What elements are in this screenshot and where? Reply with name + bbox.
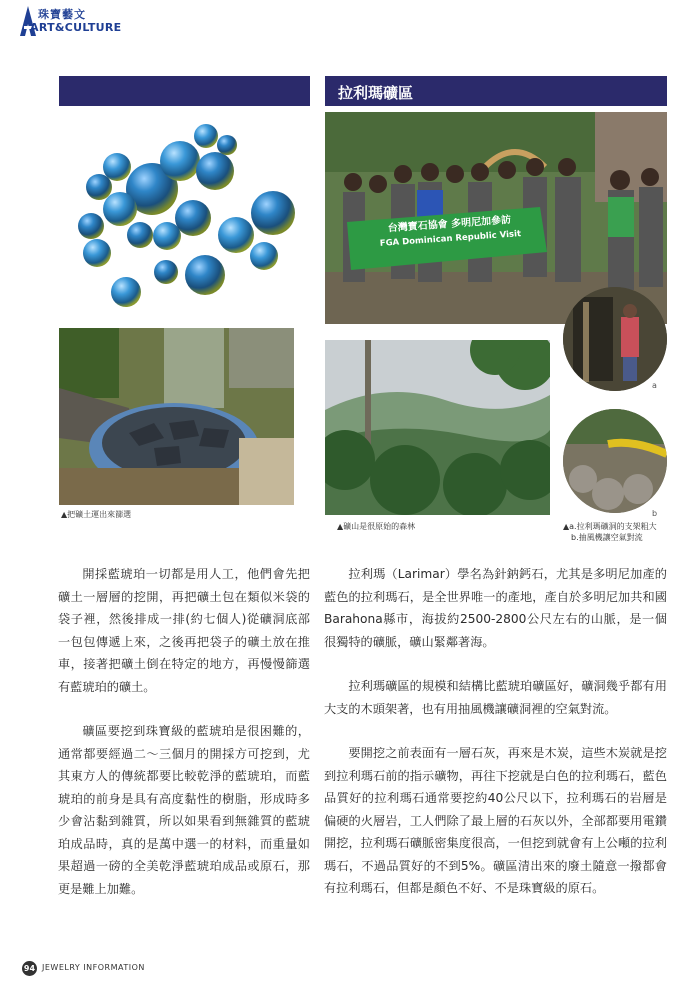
photo-label-b: b (652, 509, 658, 518)
right-paragraph-1: 拉利瑪（Larimar）學名為針鈉鈣石，尤其是多明尼加產的藍色的拉利瑪石，是全世界唯一的產地，產自於多明尼加共和國Barahona縣市，海拔約2500-2800公尺左右的山脈，是一個很獨特的礦脈，礦山緊鄰著海。 (324, 567, 667, 649)
left-column (58, 563, 310, 900)
mountain-forest-photo (325, 340, 550, 515)
section-bar-left (59, 76, 310, 106)
page-number: 94 (22, 961, 37, 976)
left-paragraph-1: 開採藍琥珀一切都是用人工，他們會先把礦土一層層的挖開，再把礦土包在類似米袋的袋子裡，然後排成一排(約七個人)從礦洞底部一包包傳遞上來，之後再把袋子的礦土放在推車，接著把礦土倒在特定的地方，再慢慢篩選有藍琥珀的礦土。 (58, 567, 310, 694)
logo-title-english: ART&CULTURE (30, 21, 122, 34)
logo-title-chinese: 珠寶藝文 (38, 8, 86, 21)
ventilation-fan-photo (563, 409, 667, 513)
blue-amber-spheres-photo (59, 112, 310, 320)
wheelbarrow-ore-photo (59, 328, 294, 505)
caption-wheelbarrow: ▲把礦土運出來篩選 (61, 510, 132, 519)
right-column (324, 563, 667, 900)
banner-text-chinese: 台灣寶石協會 多明尼加參訪 (387, 214, 512, 235)
banner-text-english: FGA Dominican Republic Visit (379, 229, 522, 249)
left-paragraph-2: 礦區要挖到珠寶級的藍琥珀是很困難的，通常都要經過二～三個月的開採方可挖到，尤其東方人的傳統都要比較乾淨的藍琥珀，而藍琥珀的前身是具有高度黏性的樹脂，形成時多少會沾黏到雜質，所以如果看到無雜質的藍琥珀成品時，真的是萬中選一的材料，而重量如果超過一磅的全美乾淨藍琥珀成品或原石，那更是難上加難。 (58, 724, 310, 896)
caption-tunnel-line2: b.抽風機讓空氣對流 (571, 533, 643, 542)
caption-tunnel-line1: ▲a.拉利瑪礦洞的支架粗大 (563, 522, 657, 531)
larimar-mine-tunnel-photo (563, 287, 667, 391)
section-title: 拉利瑪礦區 (338, 84, 414, 102)
publication-name: JEWELRY INFORMATION (42, 963, 145, 972)
right-paragraph-2: 拉利瑪礦區的規模和結構比藍琥珀礦區好，礦洞幾乎都有用大支的木頭架著，也有用抽風機讓礦洞裡的空氣對流。 (324, 679, 667, 716)
photo-label-a: a (652, 381, 657, 390)
right-paragraph-3: 要開挖之前表面有一層石灰，再來是木炭，這些木炭就是挖到拉利瑪石前的指示礦物，再往下挖就是白色的拉利瑪石，藍色品質好的拉利瑪石通常要挖約40公尺以下，拉利瑪石的岩層是偏硬的火層岩，工人們除了最上層的石灰以外，全部都要用電鑽開挖，拉利瑪石礦脈密集度很高，一但挖到就會有上公噸的拉利瑪石，不過品質好的不到5%。礦區清出來的廢土隨意一撥都會有拉利瑪石，但都是顏色不好、不是珠寶級的原石。 (324, 746, 667, 895)
caption-forest: ▲礦山是很原始的森林 (337, 522, 416, 531)
